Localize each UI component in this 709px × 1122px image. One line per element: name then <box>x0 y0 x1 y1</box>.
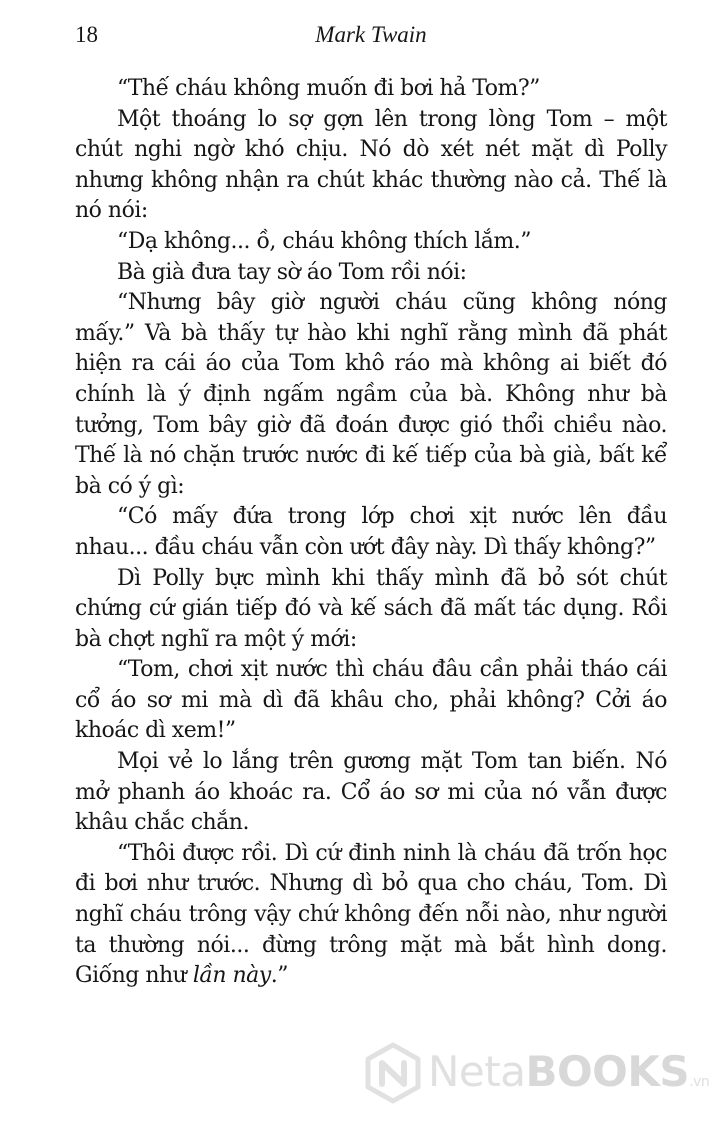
paragraph: “Dạ không... ồ, cháu không thích lắm.” <box>117 228 531 254</box>
paragraph: “Thế cháu không muốn đi bơi hả Tom?” <box>117 76 540 101</box>
paragraph-last-text: “Thôi được rồi. Dì cứ đinh ninh là cháu đã trốn học đi bơi như trước. Nhưng dì bỏ qua cho cháu, Tom. Dì nghĩ cháu trông vậy chứ không đến nỗi nào, như người ta thường nói... đừng trông mặt mà bắt hình dong. Giống như <box>75 840 667 989</box>
emphasis-text: lần này <box>192 963 271 989</box>
watermark-text <box>428 1046 709 1108</box>
page-number: 18 <box>75 22 98 47</box>
paragraph-last-tail: .” <box>270 963 288 989</box>
watermark-part2: BOOKS <box>525 1047 690 1096</box>
running-head-author: Mark Twain <box>315 22 427 47</box>
paragraph: “Nhưng bây giờ người cháu cũng không nóng mấy.” Và bà thấy tự hào khi nghĩ rằng mình đã phát hiện ra cái áo của Tom khô ráo mà không ai biết đó chính là ý định ngấm ngầm của bà. Không như bà tưởng, Tom bây giờ đã đoán được gió thổi chiều nào. Thế là nó chặn trước nước đi kế tiếp của bà già, bất kể bà có ý gì: <box>75 290 667 499</box>
paragraph: “Tom, chơi xịt nước thì cháu đâu cần phải tháo cái cổ áo sơ mi mà dì đã khâu cho, phải không? Cởi áo khoác dì xem!” <box>75 657 667 744</box>
paragraph: Mọi vẻ lo lắng trên gương mặt Tom tan biến. Nó mở phanh áo khoác ra. Cổ áo sơ mi của nó vẫn được khâu chắc chắn. <box>75 749 667 836</box>
paragraph-last <box>75 839 667 992</box>
watermark-tld: .vn <box>689 1074 709 1090</box>
paragraph: Một thoáng lo sợ gợn lên trong lòng Tom – một chút nghi ngờ khó chịu. Nó dò xét nét mặt dì Polly nhưng không nhận ra chút khác thường nào cả. Thế là nó nói: <box>75 106 667 224</box>
netabooks-watermark <box>362 1040 709 1106</box>
page-header <box>75 22 667 54</box>
paragraph: Dì Polly bực mình khi thấy mình đã bỏ sót chút chứng cứ gián tiếp đó và kế sách đã mất tác dụng. Rồi bà chợt nghĩ ra một ý mới: <box>75 565 667 652</box>
netabooks-logo-icon <box>362 1042 424 1104</box>
watermark-part1: Neta <box>428 1047 526 1096</box>
paragraph: Bà già đưa tay sờ áo Tom rồi nói: <box>117 259 467 285</box>
paragraph: “Có mấy đứa trong lớp chơi xịt nước lên đầu nhau... đầu cháu vẫn còn ướt đây này. Dì thấy không?” <box>75 504 667 560</box>
body-text <box>75 74 667 992</box>
